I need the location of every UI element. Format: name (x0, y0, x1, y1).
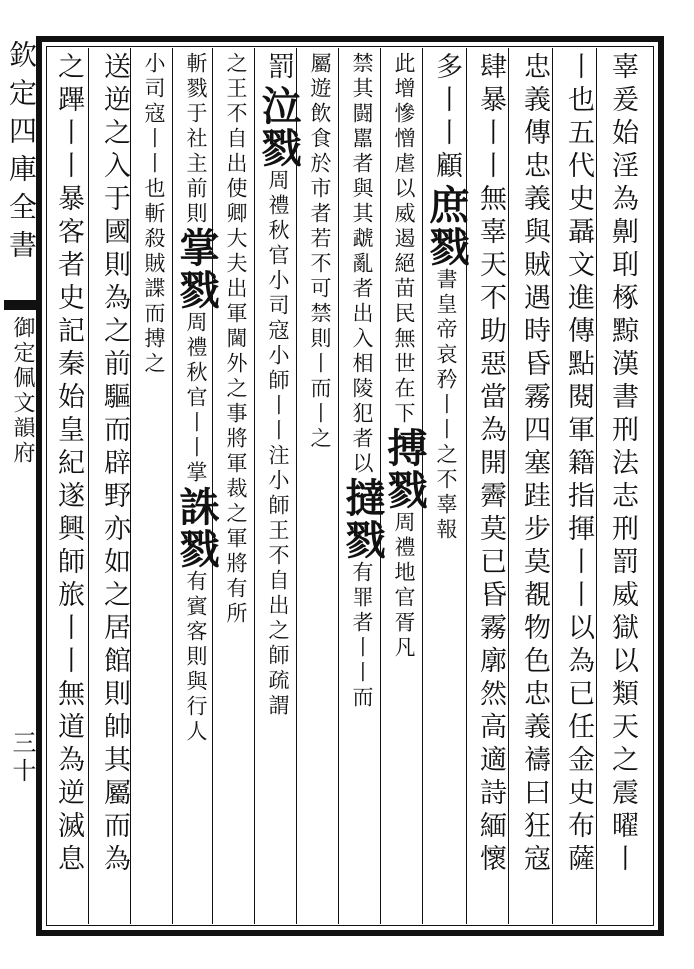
headword-shulu: 庶戮 (423, 184, 470, 268)
headword-zhulu: 誅戮 (173, 486, 220, 570)
column-11-annotation-2: 有賓客則與行人 (184, 570, 208, 745)
text-column-6 (381, 52, 428, 922)
text-column-12 (134, 52, 174, 922)
column-11-annotation: 周禮秋官丨丨掌 (184, 311, 208, 486)
column-12-annotation: 斬殺賊諜而搏之 (142, 202, 166, 377)
text-column-1: 辜爰始淫為劓刵椓黥漢書刑法志刑罰威獄以類天之震曜丨 (607, 52, 638, 877)
column-10-text: 之王不自出使卿大夫出軍閫外之事將軍裁之軍將有所 (224, 52, 248, 627)
text-column-5 (423, 52, 470, 922)
column-5-annotation: 書皇帝哀矜丨丨之不辜報 (434, 268, 458, 543)
column-9-lead: 罰 (263, 52, 294, 85)
column-rule (466, 48, 467, 924)
fishtail-mark (4, 300, 38, 310)
margin-subtitle: 御定佩文韻府 (10, 316, 35, 466)
column-6-text: 此增慘憎虐以威遏絕苗民無世在下 (392, 52, 416, 427)
text-column-4: 肆暴丨丨無辜天不助惡當為開霽莫已昏霧廓然高適詩緬懷 (475, 52, 506, 877)
column-7-text: 禁其闘嚚者與其虣亂者出入相陵犯者以 (350, 52, 374, 477)
column-7-annotation: 有罪者丨丨而 (350, 561, 374, 711)
column-12-text: 小司寇丨丨也 (142, 52, 166, 202)
headword-zhanglu: 掌戮 (173, 227, 220, 311)
headword-bolu: 搏戮 (381, 427, 428, 511)
headword-qilu: 泣戮 (255, 85, 302, 169)
headword-talu: 撻戮 (339, 477, 386, 561)
text-column-13: 送逆之入于國則為之前驅而辟野亦如之居館則帥其屬而為 (99, 52, 130, 877)
column-8-text: 屬遊飲食於市者若不可禁則丨而丨之 (308, 52, 332, 452)
text-column-9 (255, 52, 302, 922)
column-6-annotation: 周禮地官胥凡 (392, 511, 416, 661)
column-rule (88, 48, 89, 924)
margin-page-number: 三十 (8, 730, 36, 786)
margin-title: 欽定四庫全書 (5, 40, 38, 268)
column-11-text: 斬戮于社主前則 (184, 52, 208, 227)
text-column-8 (300, 52, 340, 922)
column-5-lead: 多丨丨顧 (431, 52, 462, 184)
column-9-annotation: 周禮秋官小司寇小師丨丨注小師王不自出之師疏謂 (266, 169, 290, 719)
text-column-2: 丨也五代史聶文進傳點閱軍籍指揮丨丨以為已任金史布薩 (563, 52, 594, 877)
text-column-7 (339, 52, 386, 922)
text-column-11 (173, 52, 220, 922)
text-column-10 (216, 52, 256, 922)
text-column-14: 之蹕丨丨暴客者史記秦始皇紀遂興師旅丨丨無道為逆滅息 (53, 52, 84, 877)
text-column-3: 忠義傳忠義與賊遇時昏霧四塞跬步莫覩物色忠義禱曰狂寇 (519, 52, 550, 877)
